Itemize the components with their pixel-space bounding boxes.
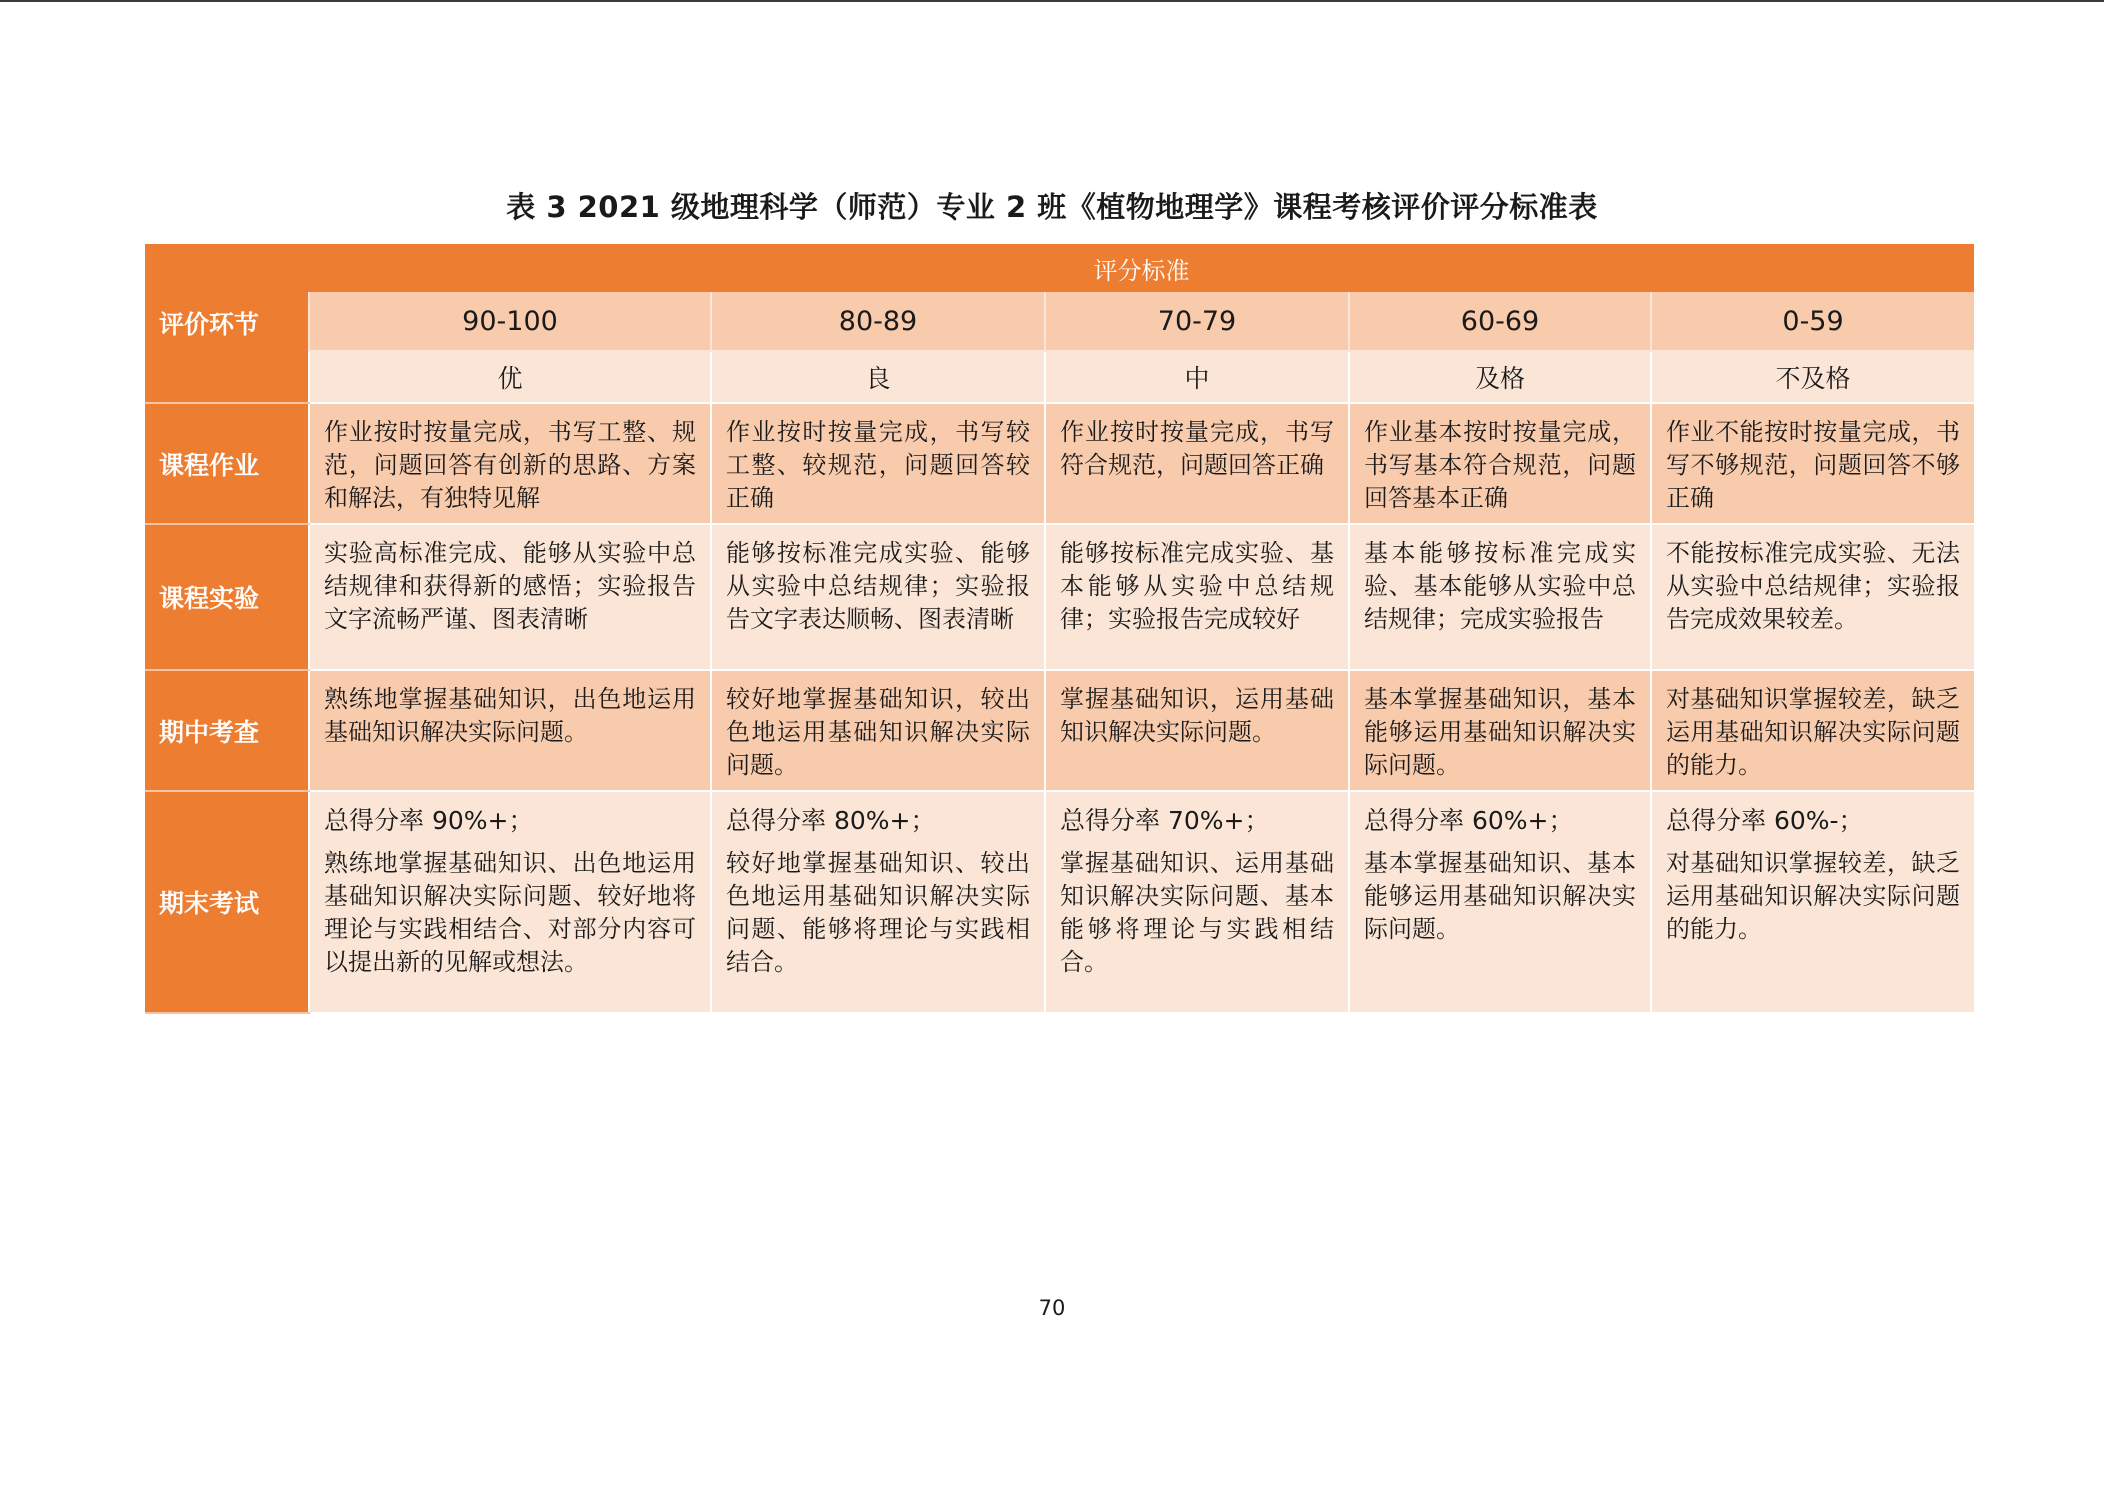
page-top-rule (0, 0, 2104, 2)
score-range-2: 80-89 (711, 292, 1045, 351)
criteria-header: 评分标准 (309, 244, 1974, 292)
grade-1: 优 (309, 351, 711, 403)
criteria-cell: 不能按标准完成实验、无法从实验中总结规律；实验报告完成效果较差。 (1651, 524, 1974, 670)
criteria-cell (309, 791, 711, 1013)
grade-2: 良 (711, 351, 1045, 403)
criteria-cell: 实验高标准完成、能够从实验中总结规律和获得新的感悟；实验报告文字流畅严谨、图表清晰 (309, 524, 711, 670)
criteria-cell: 掌握基础知识，运用基础知识解决实际问题。 (1045, 670, 1349, 791)
header-row-criteria (145, 244, 1974, 292)
grade-5: 不及格 (1651, 351, 1974, 403)
criteria-cell: 能够按标准完成实验、基本能够从实验中总结规律；实验报告完成较好 (1045, 524, 1349, 670)
stage-label: 课程实验 (145, 524, 309, 670)
criteria-cell: 作业按时按量完成，书写符合规范，问题回答正确 (1045, 403, 1349, 524)
criteria-cell: 基本能够按标准完成实验、基本能够从实验中总结规律；完成实验报告 (1349, 524, 1651, 670)
criteria-cell (1651, 791, 1974, 1013)
criteria-cell: 能够按标准完成实验、能够从实验中总结规律；实验报告文字表达顺畅、图表清晰 (711, 524, 1045, 670)
score-rate: 总得分率 60%+； (1364, 806, 1574, 835)
table-row-midterm (145, 670, 1974, 791)
rubric-table (145, 244, 1974, 1014)
grade-4: 及格 (1349, 351, 1651, 403)
stage-label: 期末考试 (145, 791, 309, 1013)
table-row-final-exam (145, 791, 1974, 1013)
header-row-grades (145, 351, 1974, 403)
table-row-experiment (145, 524, 1974, 670)
criteria-cell: 对基础知识掌握较差，缺乏运用基础知识解决实际问题的能力。 (1651, 670, 1974, 791)
criteria-text: 掌握基础知识、运用基础知识解决实际问题、基本能够将理论与实践相结合。 (1060, 849, 1334, 976)
criteria-cell: 基本掌握基础知识，基本能够运用基础知识解决实际问题。 (1349, 670, 1651, 791)
criteria-text: 熟练地掌握基础知识、出色地运用基础知识解决实际问题、较好地将理论与实践相结合、对部分内容可以提出新的见解或想法。 (324, 849, 696, 976)
score-range-1: 90-100 (309, 292, 711, 351)
score-range-4: 60-69 (1349, 292, 1651, 351)
table-row-homework (145, 403, 1974, 524)
score-rate: 总得分率 70%+； (1060, 806, 1270, 835)
criteria-text: 对基础知识掌握较差，缺乏运用基础知识解决实际问题的能力。 (1666, 849, 1961, 943)
stage-label: 课程作业 (145, 403, 309, 524)
criteria-cell (711, 791, 1045, 1013)
criteria-cell (1045, 791, 1349, 1013)
score-rate: 总得分率 80%+； (726, 806, 936, 835)
score-rate: 总得分率 60%-； (1666, 806, 1864, 835)
criteria-text: 较好地掌握基础知识、较出色地运用基础知识解决实际问题、能够将理论与实践相结合。 (726, 849, 1030, 976)
score-range-5: 0-59 (1651, 292, 1974, 351)
stage-header: 评价环节 (145, 244, 309, 403)
criteria-cell: 较好地掌握基础知识，较出色地运用基础知识解决实际问题。 (711, 670, 1045, 791)
score-range-3: 70-79 (1045, 292, 1349, 351)
header-row-scores (145, 292, 1974, 351)
criteria-cell: 作业不能按时按量完成，书写不够规范，问题回答不够正确 (1651, 403, 1974, 524)
criteria-cell (1349, 791, 1651, 1013)
stage-label: 期中考查 (145, 670, 309, 791)
score-rate: 总得分率 90%+； (324, 806, 534, 835)
grade-3: 中 (1045, 351, 1349, 403)
criteria-cell: 作业按时按量完成，书写工整、规范，问题回答有创新的思路、方案和解法，有独特见解 (309, 403, 711, 524)
criteria-cell: 作业按时按量完成，书写较工整、较规范，问题回答较正确 (711, 403, 1045, 524)
criteria-text: 基本掌握基础知识、基本能够运用基础知识解决实际问题。 (1364, 849, 1636, 943)
criteria-cell: 熟练地掌握基础知识，出色地运用基础知识解决实际问题。 (309, 670, 711, 791)
page-number: 70 (1038, 1296, 1066, 1320)
criteria-cell: 作业基本按时按量完成，书写基本符合规范，问题回答基本正确 (1349, 403, 1651, 524)
table-title: 表 3 2021 级地理科学（师范）专业 2 班《植物地理学》课程考核评价评分标准表 (506, 190, 1598, 224)
